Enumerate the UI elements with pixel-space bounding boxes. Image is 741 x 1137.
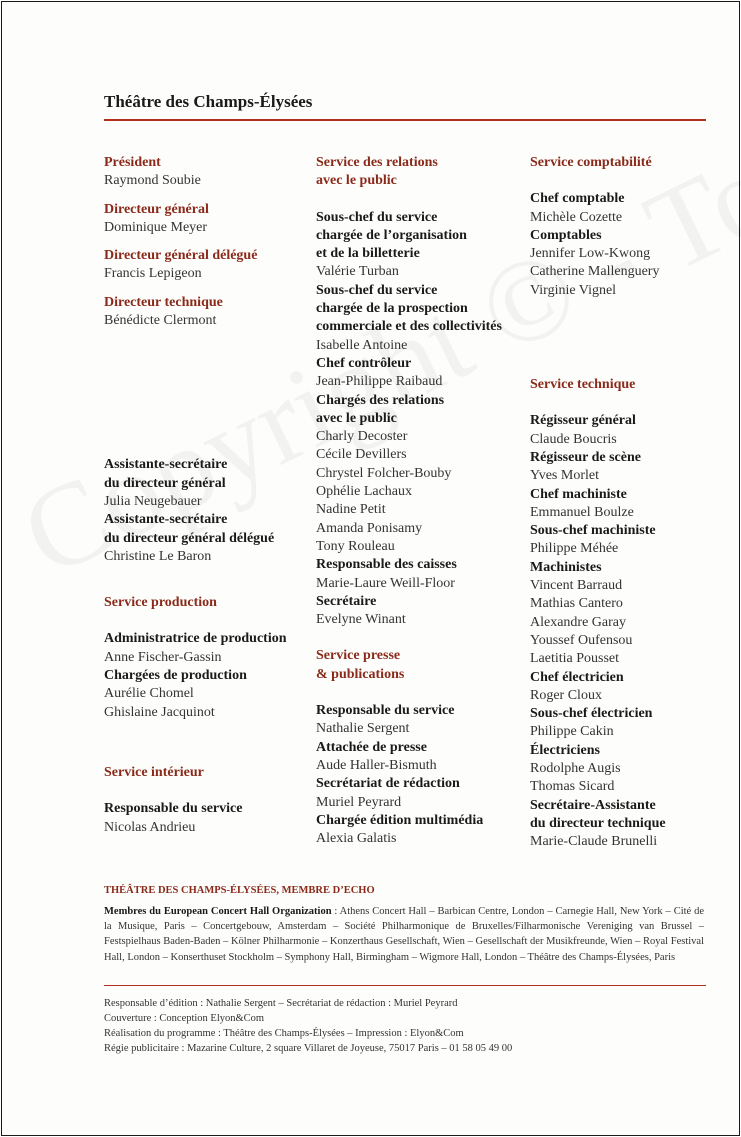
- person-name: Charly Decoster: [316, 429, 408, 445]
- credits: [104, 996, 704, 1056]
- role-secretaire: Secrétaire: [316, 593, 377, 609]
- role-responsable-interieur: Responsable du service: [104, 801, 243, 817]
- role-president: Président: [104, 155, 161, 170]
- role-attachee-presse: Attachée de presse: [316, 739, 427, 755]
- echo-lead: Membres du European Concert Hall Organization: [104, 906, 332, 917]
- person-name: Cécile Devillers: [316, 447, 407, 463]
- role-sous-chef-1: Sous-chef du service: [316, 209, 438, 225]
- role-directeur-general: Directeur général: [104, 201, 209, 217]
- echo-members-list: : Athens Concert Hall – Barbican Centre, London – Carnegie Hall, New York – Cité de la Musique, Paris – Concertgebouw, Amsterdam – Société Philharmonique de Bruxelles/Filharmonische Vereniging van Brussel – Festspielhaus Baden-Baden – Kölner Philharmonie – Konzerthaus Gesellschaft, Wien – Gesellschaft der Musikfreunde, Wien – Royal Festival Hall, London – Konserthuset Stockholm – Symphony Hall, Birmingham – Wigmore Hall, London – Théâtre des Champs-Élysées, Paris: [104, 906, 704, 963]
- section-title-presse-line2: & publications: [316, 666, 405, 682]
- person-name: Christine Le Baron: [104, 548, 212, 564]
- person-name: Catherine Mallenguery: [530, 264, 660, 280]
- page-title: Théâtre des Champs-Élysées: [104, 92, 313, 111]
- person-name: Alexia Galatis: [316, 831, 397, 847]
- credit-line: Couverture : Conception Elyon&Com: [104, 1013, 265, 1024]
- person-name: Ophélie Lachaux: [316, 484, 413, 500]
- person-name: Virginie Vignel: [530, 282, 617, 298]
- person-name: Rodolphe Augis: [530, 761, 621, 777]
- person-name: Julia Neugebauer: [104, 493, 202, 509]
- person-name: Aurélie Chomel: [104, 686, 194, 702]
- person-name: Thomas Sicard: [530, 779, 615, 795]
- person-name: Francis Lepigeon: [104, 266, 202, 282]
- column-comptabilite-technique: [530, 154, 715, 852]
- role-assistante-dg-line2: du directeur général: [104, 475, 226, 491]
- credit-line: Régie publicitaire : Mazarine Culture, 2 square Villaret de Joyeuse, 75017 Paris – 01 58 05 49 00: [104, 1043, 513, 1054]
- person-name: Youssef Oufensou: [530, 632, 633, 648]
- person-name: Vincent Barraud: [530, 578, 623, 594]
- echo-members-text: [104, 904, 704, 965]
- section-title-interieur: Service intérieur: [104, 764, 204, 780]
- role-regisseur-scene: Régisseur de scène: [530, 449, 641, 465]
- role-sous-chef-2-line2: chargée de la prospection: [316, 301, 468, 317]
- person-name: Philippe Méhée: [530, 541, 619, 557]
- role-assistante-dgd-line2: du directeur général délégué: [104, 530, 275, 546]
- role-directeur-technique: Directeur technique: [104, 294, 223, 310]
- echo-heading: THÉÂTRE DES CHAMPS-ÉLYSÉES, MEMBRE D’ECHO: [104, 885, 375, 896]
- column-relations-presse: [316, 154, 521, 848]
- person-name: Nathalie Sergent: [316, 721, 410, 737]
- column-direction: [104, 154, 304, 837]
- person-name: Evelyne Winant: [316, 612, 406, 628]
- role-chef-electricien: Chef électricien: [530, 669, 624, 685]
- role-sous-chef-2: Sous-chef du service: [316, 282, 438, 298]
- person-name: Michèle Cozette: [530, 209, 623, 225]
- person-name: Yves Morlet: [530, 468, 599, 484]
- person-name: Roger Cloux: [530, 687, 602, 703]
- role-secretaire-assistante-line2: du directeur technique: [530, 815, 666, 831]
- person-name: Aude Haller-Bismuth: [316, 757, 437, 773]
- role-regisseur-general: Régisseur général: [530, 413, 636, 429]
- credit-line: Responsable d’édition : Nathalie Sergent – Secrétariat de rédaction : Muriel Peyrard: [104, 998, 458, 1009]
- role-electriciens: Électriciens: [530, 742, 600, 758]
- footer-divider: [104, 985, 706, 986]
- person-name: Laetitia Pousset: [530, 651, 620, 667]
- role-secretariat-redaction: Secrétariat de rédaction: [316, 776, 460, 792]
- person-name: Claude Boucris: [530, 431, 617, 447]
- person-name: Isabelle Antoine: [316, 337, 408, 353]
- role-chef-machiniste: Chef machiniste: [530, 486, 627, 502]
- person-name: Marie-Claude Brunelli: [530, 834, 658, 850]
- person-name: Mathias Cantero: [530, 596, 623, 612]
- role-directeur-general-delegue: Directeur général délégué: [104, 248, 258, 264]
- section-title-presse: Service presse: [316, 648, 401, 664]
- person-name: Nadine Petit: [316, 502, 386, 518]
- section-title-comptabilite: Service comptabilité: [530, 155, 652, 170]
- person-name: Raymond Soubie: [104, 173, 201, 189]
- role-edition-multimedia: Chargée édition multimédia: [316, 812, 484, 828]
- role-sous-chef-machiniste: Sous-chef machiniste: [530, 523, 656, 539]
- person-name: Muriel Peyrard: [316, 794, 402, 810]
- person-name: Tony Rouleau: [316, 538, 395, 554]
- role-comptables: Comptables: [530, 227, 602, 243]
- title-divider: [104, 119, 706, 121]
- person-name: Jean-Philippe Raibaud: [316, 374, 443, 390]
- role-sous-chef-1-line3: et de la billetterie: [316, 246, 420, 262]
- person-name: Jennifer Low-Kwong: [530, 246, 651, 262]
- role-sous-chef-1-line2: chargée de l’organisation: [316, 227, 467, 243]
- role-machinistes: Machinistes: [530, 559, 602, 575]
- role-charges-relations-line2: avec le public: [316, 410, 397, 426]
- person-name: Bénédicte Clermont: [104, 313, 217, 329]
- person-name: Valérie Turban: [316, 264, 399, 280]
- role-assistante-dg: Assistante-secrétaire: [104, 457, 228, 473]
- role-secretaire-assistante: Secrétaire-Assistante: [530, 797, 656, 813]
- role-sous-chef-2-line3: commerciale et des collectivités: [316, 319, 502, 335]
- credit-line: Réalisation du programme : Théâtre des Champs-Élysées – Impression : Elyon&Com: [104, 1028, 464, 1039]
- person-name: Philippe Cakin: [530, 724, 614, 740]
- role-chef-controleur: Chef contrôleur: [316, 355, 412, 371]
- role-responsable-presse: Responsable du service: [316, 703, 455, 719]
- section-title-relations-line2: avec le public: [316, 173, 397, 189]
- person-name: Emmanuel Boulze: [530, 504, 634, 520]
- role-chef-comptable: Chef comptable: [530, 191, 625, 207]
- person-name: Anne Fischer-Gassin: [104, 649, 222, 665]
- role-charges-relations: Chargés des relations: [316, 392, 445, 408]
- role-assistante-dgd: Assistante-secrétaire: [104, 512, 228, 528]
- person-name: Dominique Meyer: [104, 219, 208, 235]
- section-title-relations: Service des relations: [316, 155, 438, 170]
- page: [1, 1, 740, 1136]
- role-chargees-production: Chargées de production: [104, 668, 247, 684]
- person-name: Nicolas Andrieu: [104, 819, 196, 835]
- person-name: Ghislaine Jacquinot: [104, 704, 215, 720]
- role-administratrice: Administratrice de production: [104, 631, 287, 647]
- section-title-technique: Service technique: [530, 377, 636, 393]
- role-sous-chef-electricien: Sous-chef électricien: [530, 706, 653, 722]
- person-name: Alexandre Garay: [530, 614, 627, 630]
- person-name: Chrystel Folcher-Bouby: [316, 465, 452, 481]
- person-name: Amanda Ponisamy: [316, 520, 423, 536]
- person-name: Marie-Laure Weill-Floor: [316, 575, 455, 591]
- section-title-production: Service production: [104, 595, 217, 611]
- role-responsable-caisses: Responsable des caisses: [316, 557, 457, 573]
